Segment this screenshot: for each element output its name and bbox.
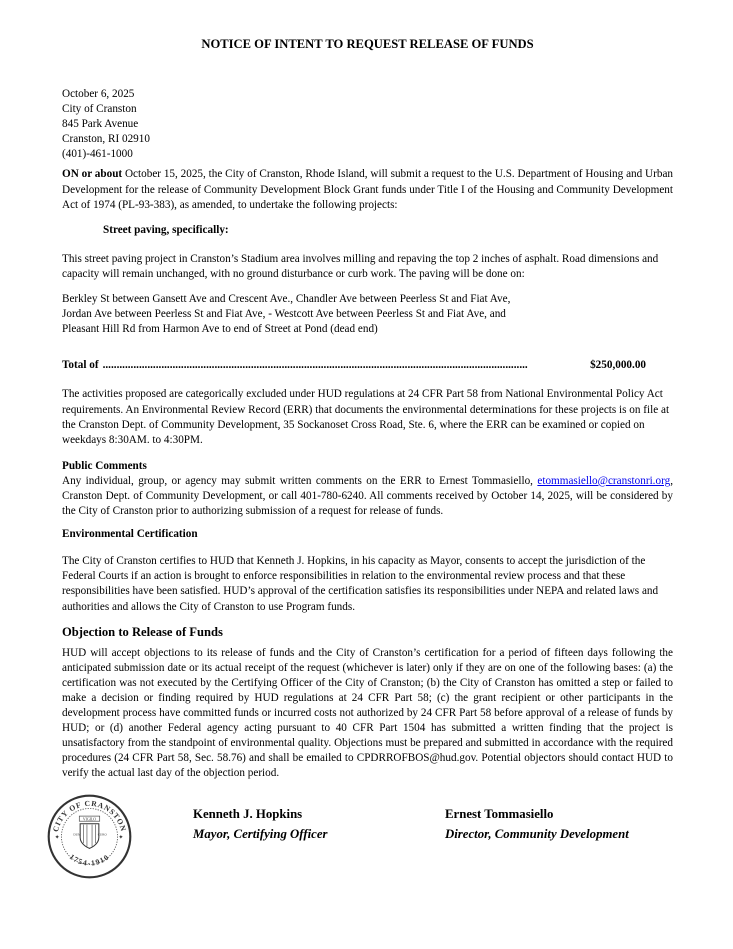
seal-motto-right-text: CURO [97, 832, 107, 837]
signature-left [193, 805, 327, 844]
document-title: NOTICE OF INTENT TO REQUEST RELEASE OF FUNDS [201, 37, 534, 51]
signature-right [445, 805, 629, 844]
city-seal-icon [47, 794, 132, 879]
letterhead-city: City of Cranston [62, 103, 137, 116]
total-amount: $250,000.00 [590, 359, 646, 372]
street-list [62, 292, 673, 337]
contact-email-link[interactable]: etommasiello@cranstonri.org [537, 474, 671, 487]
seal-ring-top-text: CITY OF CRANSTON [50, 798, 129, 833]
street-list-line: Berkley St between Gansett Ave and Crescent Ave., Chandler Ave between Peerless St and Fiat Ave, [62, 293, 511, 306]
letterhead-city-state-zip: Cranston, RI 02910 [62, 133, 150, 146]
seal-motto-left-text: DUM [73, 832, 81, 837]
letterhead-date: October 6, 2025 [62, 88, 135, 100]
project-heading: Street paving, specifically: [103, 223, 229, 236]
street-list-line: Pleasant Hill Rd from Harmon Ave to end of Street at Pond (dead end) [62, 323, 378, 336]
intro-bold-lead: ON or about [62, 168, 123, 181]
document-body [62, 0, 673, 781]
environmental-certification-paragraph: The City of Cranston certifies to HUD that Kenneth J. Hopkins, in his capacity as Mayor, consents to accept the jurisdiction of the Federal Courts if an action is brought to enforce responsibilities in relation to the environmental review process and that these responsibilities have been satisfied. HUD’s approval of the certification satisfies its responsibilities under NEPA and related laws and authorities and allows the City of Cranston to use Program funds. [62, 555, 659, 613]
intro-text: October 15, 2025, the City of Cranston, Rhode Island, will submit a request to the U.S. Department of Housing and Urban Development for the release of Community Development Block Grant funds under Title I of the Housing and Community Development Act of 1974 (PL-93-383), as amended, to undertake the following projects: [62, 168, 674, 211]
seal-star-right-icon: ✦ [118, 835, 124, 842]
environmental-certification-heading: Environmental Certification [62, 528, 198, 541]
public-comments-text-before: Any individual, group, or agency may submit written comments on the ERR to Ernest Tommasiello, [62, 474, 538, 487]
letterhead-block [62, 87, 673, 162]
letterhead-street: 845 Park Avenue [62, 118, 139, 131]
err-paragraph: The activities proposed are categorically excluded under HUD regulations at 24 CFR Part 58 from National Environmental Policy Act requirements. An Environmental Review Record (ERR) that documents the environmental determinations for these projects is on file at the Cranston Dept. of Community Development, 35 Sockanoset Cross Road, Ste. 6, where the ERR can be examined or copied on weekdays 8:30AM. to 4:30PM. [62, 388, 670, 446]
project-description: This street paving project in Cranston’s Stadium area involves milling and repaving the top 2 inches of asphalt. Road dimensions and capacity will remain unchanged, with no ground disturbance or curb work. The paving will be done on: [62, 252, 659, 280]
public-comments-heading: Public Comments [62, 459, 147, 472]
public-comments-text-after: , Cranston Dept. of Community Development, or call 401-780-6240. All comments received by October 14, 2025, will be considered by the City of Cranston prior to authorizing submission of a request for release of funds. [62, 474, 673, 518]
intro-paragraph [62, 167, 673, 212]
signatory-name: Ernest Tommasiello [445, 807, 554, 821]
signatory-title: Director, Community Development [445, 826, 629, 841]
total-leader-dots: ........................................................................................................................................................ [102, 359, 528, 372]
letterhead-phone: (401)-461-1000 [62, 148, 133, 161]
public-comments-paragraph [62, 474, 673, 519]
total-label: Total of [62, 359, 99, 372]
signatory-name: Kenneth J. Hopkins [193, 807, 303, 821]
objection-paragraph: HUD will accept objections to its release of funds and the City of Cranston’s certification for a period of fifteen days following the anticipated submission date or its actual receipt of the request (whichever is later) only if they are on one of the following bases: (a) the certification was not executed by the Certifying Officer of the City of Cranston; (b) the City of Cranston has omitted a step or failed to make a decision or finding required by HUD regulations at 24 CFR Part 58; (c) the grant recipient or other participants in the development process have committed funds or incurred costs not authorized by 24 CFR Part 58 before approval of a release of funds by HUD; or (d) another Federal agency acting pursuant to 40 CFR Part 1504 has submitted a written finding that the project is unsatisfactory from the standpoint of environmental quality. Objections must be prepared and submitted in accordance with the required procedures (24 CFR Part 58, Sec. 58.76) and shall be emailed to CPDRROFBOS@hud.gov. Potential objectors should contact HUD to verify the actual last day of the objection period. [62, 646, 673, 780]
seal-ring-bottom-text: 1754-1910 [67, 852, 112, 868]
signatory-title: Mayor, Certifying Officer [193, 826, 328, 841]
objection-heading: Objection to Release of Funds [62, 624, 223, 639]
seal-banner-text: VIGILO [82, 817, 97, 822]
seal-star-left-icon: ✦ [54, 835, 60, 842]
total-line [62, 358, 646, 373]
street-list-line: Jordan Ave between Peerless St and Fiat Ave, - Westcott Ave between Peerless St and Fiat Ave, and [62, 308, 506, 321]
signature-block [0, 793, 733, 903]
